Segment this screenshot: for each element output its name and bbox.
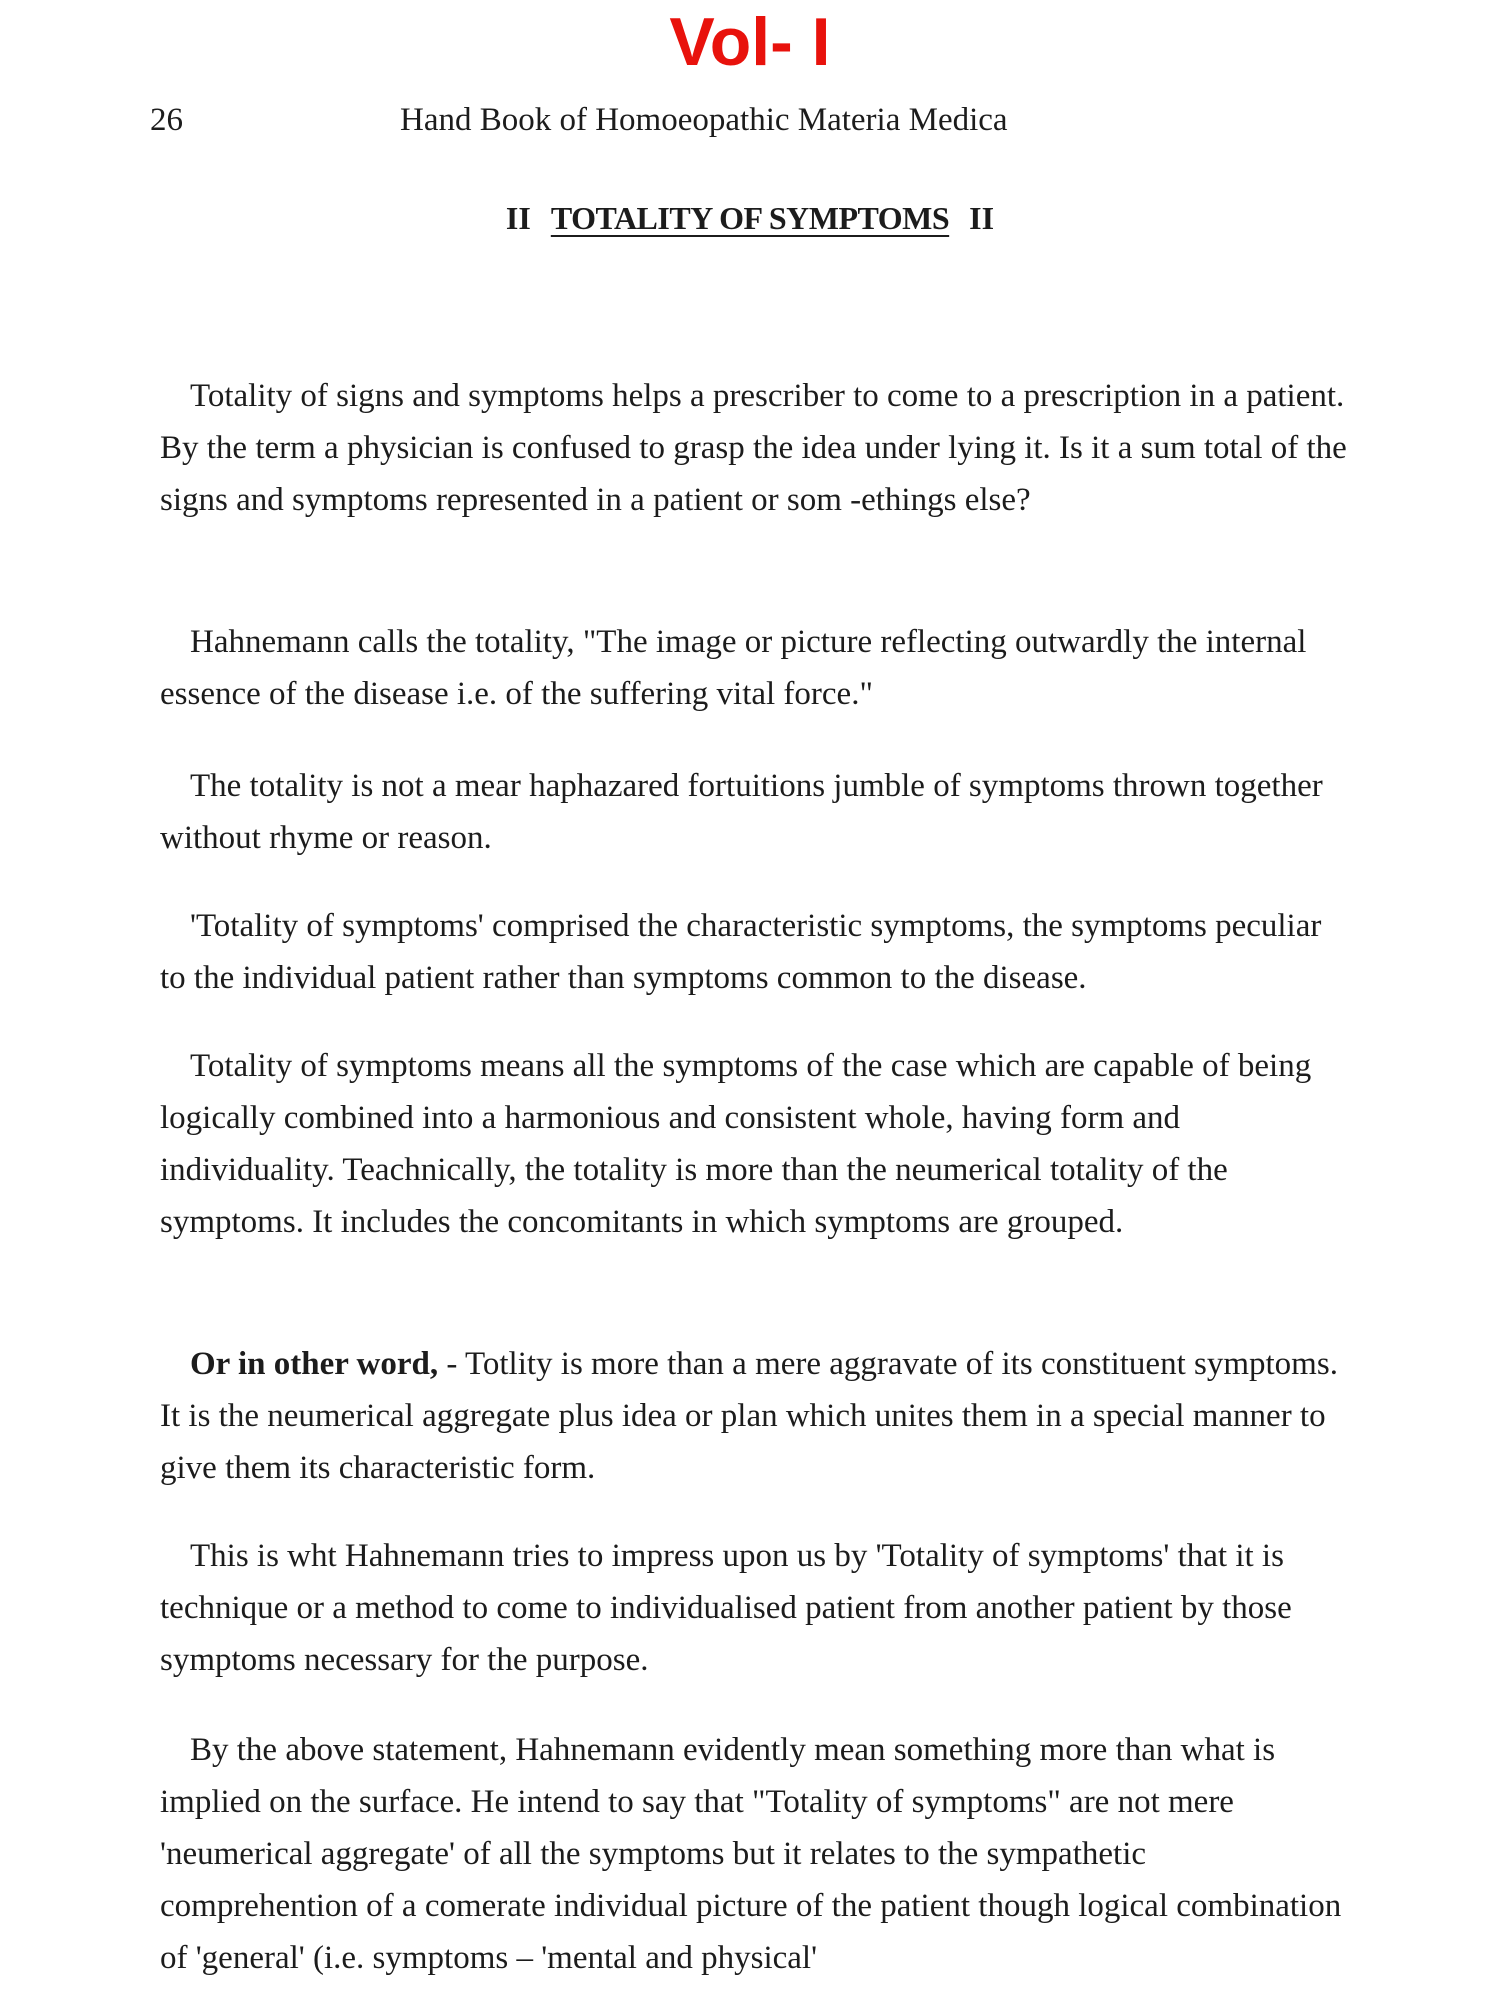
paragraph-text: - Totlity is more than a mere aggravate of its constituent symptoms. It is the neumerical aggregate plus idea or plan which unites them in a special manner to give them its characteristic form. — [160, 1346, 1338, 1486]
paragraph-6 — [160, 1338, 1350, 1494]
volume-label: Vol- I — [669, 4, 831, 80]
paragraph-8 — [160, 1724, 1350, 1984]
paragraph-text: Hahnemann calls the totality, "The image or picture reflecting outwardly the internal essence of the disease i.e. of the suffering vital force." — [160, 624, 1307, 712]
section-title: TOTALITY OF SYMPTOMS — [550, 200, 950, 236]
heading-right-marks: II — [969, 200, 995, 236]
paragraph-text: The totality is not a mear haphazared fortuitions jumble of symptoms thrown together without rhyme or reason. — [160, 768, 1323, 856]
paragraph-text: Totality of signs and symptoms helps a prescriber to come to a prescription in a patient. By the term a physician is confused to grasp the idea under lying it. Is it a sum total of the signs and symptoms represented in a patient or som -ethings else? — [160, 378, 1347, 518]
paragraph-text: Totality of symptoms means all the symptoms of the case which are capable of being logically combined into a harmonious and consistent whole, having form and individuality. Teachnically, the totality is more than the neumerical totality of the symptoms. It includes the concomitants in which symptoms are grouped. — [160, 1048, 1312, 1240]
heading-left-marks: II — [505, 200, 531, 236]
paragraph-2 — [160, 616, 1350, 720]
section-heading — [0, 198, 1500, 238]
paragraph-text: By the above statement, Hahnemann evidently mean something more than what is implied on the surface. He intend to say that "Totality of symptoms" are not mere 'neumerical aggregate' of all the symptoms but it relates to the sympathetic comprehention of a comerate individual picture of the patient though logical combination of 'general' (i.e. symptoms – 'mental and physical' — [160, 1732, 1342, 1976]
paragraph-4 — [160, 900, 1350, 1004]
page-number: 26 — [150, 102, 183, 138]
paragraph-7 — [160, 1530, 1350, 1686]
paragraph-1 — [160, 370, 1350, 526]
paragraph-lead: Or in other word, — [190, 1346, 439, 1382]
paragraph-text: 'Totality of symptoms' comprised the characteristic symptoms, the symptoms peculiar to the individual patient rather than symptoms common to the disease. — [160, 908, 1322, 996]
paragraph-3 — [160, 760, 1350, 864]
paragraph-5 — [160, 1040, 1350, 1248]
paragraph-text: This is wht Hahnemann tries to impress upon us by 'Totality of symptoms' that it is technique or a method to come to individualised patient from another patient by those symptoms necessary for the purpose. — [160, 1538, 1292, 1678]
running-title: Hand Book of Homoeopathic Materia Medica — [400, 102, 1008, 138]
